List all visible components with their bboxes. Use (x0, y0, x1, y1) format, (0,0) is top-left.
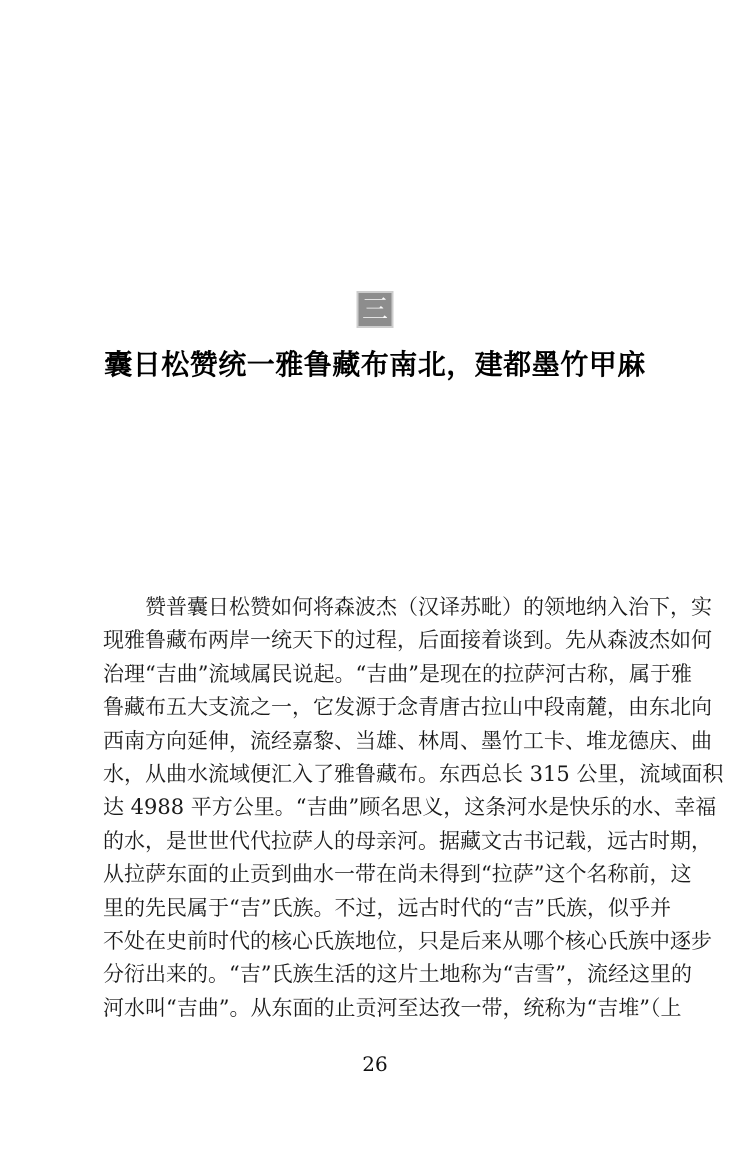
chapter-number: 三 (361, 294, 388, 325)
body-line: 从拉萨东面的止贡到曲水一带在尚未得到“拉萨”这个名称前，这 (103, 862, 692, 887)
body-line: 治理“吉曲”流域属民说起。“吉曲”是现在的拉萨河古称，属于雅 (103, 661, 692, 686)
body-paragraph (103, 591, 724, 1025)
body-line: 达 4988 平方公里。“吉曲”顾名思义，这条河水是快乐的水、幸福 (103, 795, 717, 820)
body-line: 不处在史前时代的核心氏族地位，只是后来从哪个核心氏族中逐步 (103, 929, 712, 954)
body-line: 的水，是世世代代拉萨人的母亲河。据藏文古书记载，远古时期， (103, 828, 712, 853)
body-line: 现雅鲁藏布两岸一统天下的过程，后面接着谈到。先从森波杰如何 (103, 628, 712, 653)
body-line: 水，从曲水流域便汇入了雅鲁藏布。东西总长 315 公里，流域面积 (103, 762, 724, 787)
body-line: 河水叫“吉曲”。从东面的止贡河至达孜一带，统称为“吉堆”（上 (103, 995, 682, 1020)
body-line: 分衍出来的。“吉”氏族生活的这片土地称为“吉雪”，流经这里的 (103, 962, 692, 987)
chapter-title: 囊日松赞统一雅鲁藏布南北，建都墨竹甲麻 (104, 348, 646, 381)
body-line: 鲁藏布五大支流之一，它发源于念青唐古拉山中段南麓，由东北向 (103, 695, 712, 720)
body-line: 赞普囊日松赞如何将森波杰（汉译苏毗）的领地纳入治下，实 (145, 595, 712, 619)
body-line: 里的先民属于“吉”氏族。不过，远古时代的“吉”氏族，似乎并 (103, 895, 671, 920)
page-number: 26 (362, 1052, 388, 1076)
body-line: 西南方向延伸，流经嘉黎、当雄、林周、墨竹工卡、堆龙德庆、曲 (103, 728, 712, 753)
chapter-number-box (357, 291, 394, 328)
